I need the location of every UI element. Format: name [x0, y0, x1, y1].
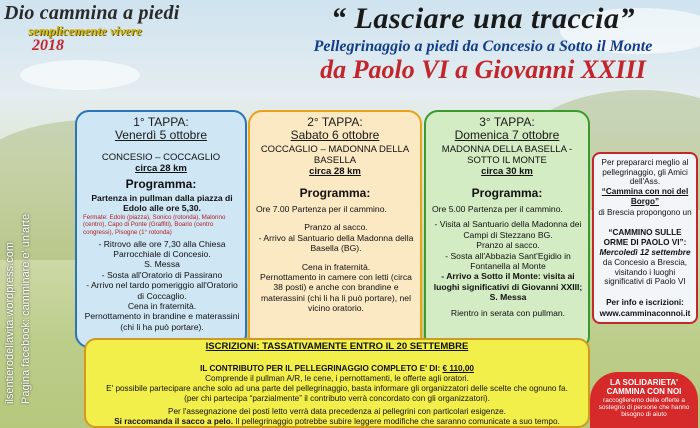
iscrizioni-l1: Comprende il pullman A/R, le cene, i pernottamenti, le offerte agli oratori. — [205, 374, 469, 383]
tappa-3-line4: - Sosta all'Abbazia Sant'Egidio in Fontanella al Monte — [445, 250, 571, 272]
tappa-2-route-text: COCCAGLIO – MADONNA DELLA BASELLA — [260, 144, 410, 166]
tappa-2-line2: Pranzo al sacco. — [304, 222, 368, 233]
tappa-2-program: Programma: — [299, 186, 371, 200]
year: 2018 — [32, 37, 64, 54]
tappa-1-route-text: CONCESIO – COCCAGLIO — [101, 152, 221, 163]
tappa-3-panel — [424, 110, 590, 350]
tappa-1-day: Venerdì 5 ottobre — [114, 128, 208, 142]
tappa-1-line6: Cena in fraternità. — [127, 301, 197, 312]
iscrizioni-cost-row — [92, 364, 582, 373]
tappa-3-line3: Pranzo al sacco. — [476, 240, 540, 251]
iscrizioni-title: ISCRIZIONI: TASSATIVAMENTE ENTRO IL 20 SETTEMBRE — [205, 341, 469, 352]
solidarity-text: raccoglieremo delle offerte a sostegno di persone che hanno bisogno di aiuto — [598, 397, 690, 419]
iscrizioni-l5 — [92, 417, 582, 426]
tappa-2-header — [258, 116, 412, 142]
tappa-1-line2: - Ritrovo alle ore 7,30 alla Chiesa Parrocchiale di Concesio. — [98, 238, 226, 259]
tappa-1-stops: Fermate: Edolo (piazza), Sonico (rotonda), Malonno (centro), Capo di Ponte (Graffiti), Boario (centro congressi), Pisogne (1° rotonda) — [83, 213, 226, 236]
tappa-1-header — [85, 116, 237, 142]
tappa-3-line6: Rientro in serata con pullman. — [450, 307, 566, 318]
tappa-3-line5: - Arrivo a Sotto il Monte: visita ai luoghi significativi di Giovanni XXIII; S. Messa — [433, 271, 583, 303]
left-subtitle: semplicemente vivere — [28, 23, 142, 38]
solidarity-badge — [590, 372, 698, 428]
side-info-l6: da Concesio a Brescia, visitando i luoghi significativi di Paolo VI — [602, 258, 688, 287]
tappa-1-line5: - Arrivo nel tardo pomeriggio all'Oratorio di Coccaglio. — [86, 280, 238, 301]
tappa-2-distance: circa 28 km — [309, 166, 361, 177]
tappa-1-line4: - Sosta all'Oratorio di Passirano — [101, 269, 223, 280]
route-title: da Paolo VI a Giovanni XXIII — [320, 55, 646, 84]
tappa-2-text — [256, 204, 416, 314]
iscrizioni-box — [84, 338, 590, 428]
main-title: “ Lasciare una traccia” — [331, 2, 635, 35]
iscrizioni-l3: (per chi partecipa “parzialmente” il contributo verrà concordato con gli organizzatori). — [184, 394, 490, 403]
side-info-l7: Per info e iscrizioni: — [606, 298, 684, 307]
header-left — [4, 2, 224, 55]
side-info-website[interactable]: www.camminaconnoi.it — [599, 309, 691, 318]
subtitle: Pellegrinaggio a piedi da Concesio a Sotto il Monte — [313, 38, 653, 55]
tappa-1-line3: S. Messa — [144, 259, 180, 270]
iscrizioni-l4: Per l'assegnazione dei posti letto verrà data precedenza ai pellegrini con particolari esigenze. — [168, 407, 506, 416]
tappa-2-line3: - Arrivo al Santuario della Madonna della Basella (BG). — [258, 232, 414, 254]
iscrizioni-cost-label: IL CONTRIBUTO PER IL PELLEGRINAGGIO COMPLETO E' DI: — [200, 364, 441, 373]
tappa-1-program: Programma: — [125, 177, 197, 191]
tappa-1-route — [81, 152, 241, 174]
tappa-1-panel — [75, 110, 247, 348]
side-info-l4: “CAMMINO SULLE ORME DI PAOLO VI”: — [603, 228, 687, 247]
tappa-3-title: 3° TAPPA: — [479, 115, 535, 129]
tappa-3-line2: - Visita al Santuario della Madonna dei Campi di Stezzano BG. — [434, 219, 582, 240]
iscrizioni-l2: E' possibile partecipare anche solo ad una parte del pellegrinaggio, basta informare gli organizzatori delle scelte che ognuno fa. — [106, 384, 568, 393]
facebook-page: Pagina facebook: camminare e' un'arte — [20, 213, 32, 404]
tappa-2-line1: Ore 7.00 Partenza per il cammino. — [256, 204, 387, 214]
cloud — [20, 60, 140, 90]
tappa-1-text — [83, 193, 241, 332]
side-info-l2: “Cammina con noi del Borgo” — [601, 187, 689, 206]
tappa-3-route-text: MADONNA DELLA BASELLA - SOTTO IL MONTE — [441, 144, 573, 166]
tappa-2-day: Sabato 6 ottobre — [290, 128, 380, 142]
iscrizioni-l5b: Il pellegrinaggio potrebbe subire leggere modifiche che saranno comunicate a suo tempo. — [235, 417, 560, 426]
side-info-l1: Per prepararci meglio al pellegrinaggio, gli Amici dell'Ass. — [601, 158, 689, 187]
tappa-3-header — [434, 116, 580, 142]
tappa-3-day: Domenica 7 ottobre — [454, 128, 560, 142]
tappa-2-line5: Pernottamento in camere con letti (circa 38 posti) e anche con brandine e materassini (chi li ha li può portare), nel vicino oratorio. — [260, 272, 412, 314]
side-info-l3: di Brescia propongono un — [598, 208, 692, 217]
tappa-3-line1: Ore 5.00 Partenza per il cammino. — [432, 204, 563, 214]
tappa-3-route — [430, 144, 584, 177]
side-info-l5: Mercoledì 12 settembre — [599, 248, 691, 257]
side-info-box — [592, 152, 698, 324]
header-right — [268, 2, 698, 84]
iscrizioni-l5a: Si raccomanda il sacco a pelo. — [114, 417, 233, 426]
tappa-1-distance: circa 28 km — [135, 163, 187, 174]
tappa-1-line1: Partenza in pullman dalla piazza di Edolo alle ore 5,30. — [91, 193, 233, 214]
tappa-2-panel — [248, 110, 422, 350]
tappa-1-line7: Pernottamento in brandine e materassini (chi li ha può portare). — [84, 311, 240, 332]
left-title: Dio cammina a piedi — [4, 2, 180, 24]
tappa-3-program: Programma: — [471, 186, 543, 200]
blog-url: ilsentierodellavita.wordpress.com — [4, 241, 16, 404]
tappa-2-line4: Cena in fraternità. — [301, 261, 371, 272]
iscrizioni-cost: € 110,00 — [442, 364, 474, 373]
tappa-2-title: 2° TAPPA: — [307, 115, 363, 129]
solidarity-title: LA SOLIDARIETA' CAMMINA CON NOI — [606, 378, 682, 396]
tappa-2-route — [254, 144, 416, 177]
tappa-3-distance: circa 30 km — [481, 166, 533, 177]
tappa-3-text — [432, 204, 584, 318]
tappa-1-title: 1° TAPPA: — [133, 115, 189, 129]
